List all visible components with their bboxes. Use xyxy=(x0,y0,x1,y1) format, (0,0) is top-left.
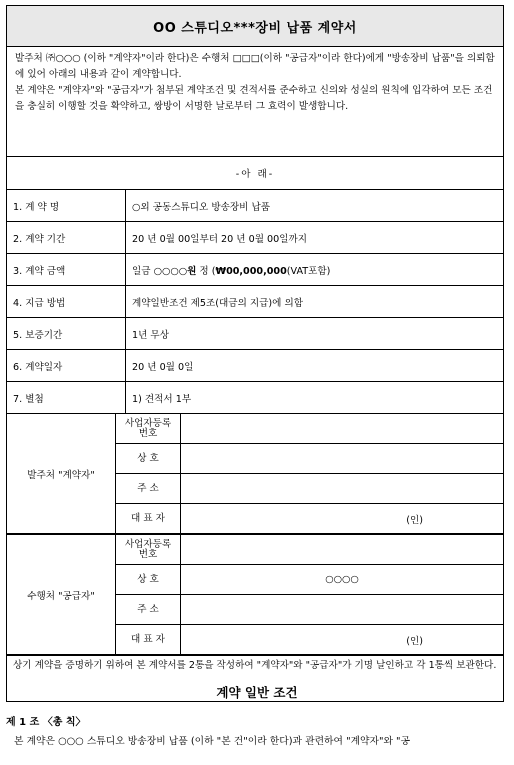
terms-table xyxy=(7,190,503,413)
table-row xyxy=(7,318,503,350)
table-row xyxy=(7,254,503,286)
article-1-heading: 제 1 조 〈총 칙〉 xyxy=(6,717,86,728)
orderer-label: 발주처 "계약자" xyxy=(7,414,116,534)
term-value: 1년 무상 xyxy=(126,318,504,350)
seal-mark: (인) xyxy=(181,504,504,534)
term-value: 계약일반조건 제5조(대금의 지급)에 의함 xyxy=(126,286,504,318)
intro-paragraph-1: 발주처 ㈜○○○ (이하 "계약자"이라 한다)은 수행처 □□□(이하 "공급자"이라 한다)에게 "방송장비 납품"을 의뢰함에 있어 아래의 내용과 같이 계약합니다. xyxy=(15,53,495,80)
general-terms-title: 계약 일반 조건 xyxy=(216,685,298,700)
seal-mark: (인) xyxy=(181,625,504,655)
contract-frame xyxy=(6,5,504,702)
field-label: 상 호 xyxy=(116,444,181,474)
table-row xyxy=(7,382,503,414)
amount-prefix: 일금 ○○○○ xyxy=(132,265,188,277)
term-label: 3. 계약 금액 xyxy=(7,254,126,286)
term-value: ○외 공동스튜디오 방송장비 납품 xyxy=(126,190,504,222)
orderer-table xyxy=(7,413,503,534)
table-row xyxy=(7,286,503,318)
term-label: 1. 계 약 명 xyxy=(7,190,126,222)
term-label: 4. 지급 방법 xyxy=(7,286,126,318)
term-label: 2. 계약 기간 xyxy=(7,222,126,254)
term-label: 5. 보증기간 xyxy=(7,318,126,350)
field-label: 대 표 자 xyxy=(116,625,181,655)
supplier-table xyxy=(7,534,503,655)
field-value xyxy=(181,444,504,474)
table-row xyxy=(7,190,503,222)
contract-title: OO 스튜디오***장비 납품 계약서 xyxy=(7,6,503,47)
field-label: 주 소 xyxy=(116,474,181,504)
field-value: ○○○○ xyxy=(181,565,504,595)
term-value: 20 년 0월 00일부터 20 년 0월 00일까지 xyxy=(126,222,504,254)
below-heading: -아 래- xyxy=(7,157,503,190)
intro-section xyxy=(7,47,503,157)
field-value xyxy=(181,474,504,504)
footer-note: 상기 계약을 증명하기 위하여 본 계약서를 2통을 작성하여 "계약자"와 "공급자"가 기명 날인하고 각 1통씩 보관한다. xyxy=(7,655,503,701)
amount-mid: 정 ( xyxy=(196,265,216,277)
table-row xyxy=(7,350,503,382)
amount-won: 원 xyxy=(187,265,197,277)
field-value xyxy=(181,535,504,565)
intro-paragraph-2: 본 계약은 "계약자"와 "공급자"가 첨부된 계약조건 및 견적서를 준수하고 신의와 성실의 원칙에 입각하여 모든 조건을 충실히 이행할 것을 확약하고, 쌍방이 서명한 날로부터 그 효력이 발생합니다. xyxy=(15,85,493,112)
term-value: 20 년 0월 0일 xyxy=(126,350,504,382)
field-label: 사업자등록 번호 xyxy=(116,535,181,565)
term-value-amount xyxy=(126,254,504,286)
field-value xyxy=(181,414,504,444)
table-row xyxy=(7,222,503,254)
amount-suffix: (VAT포함) xyxy=(286,265,331,277)
article-1-body: 본 계약은 ○○○ 스튜디오 방송장비 납품 (이하 "본 건"이라 한다)과 관련하여 "계약자"와 "공 xyxy=(14,736,411,747)
field-label: 대 표 자 xyxy=(116,504,181,534)
table-row xyxy=(7,535,503,565)
supplier-label: 수행처 "공급자" xyxy=(7,535,116,655)
amount-figure: ₩00,000,000 xyxy=(215,265,287,277)
field-label: 사업자등록 번호 xyxy=(116,414,181,444)
field-value xyxy=(181,595,504,625)
term-value: 1) 견적서 1부 xyxy=(126,382,504,414)
field-label: 주 소 xyxy=(116,595,181,625)
field-label: 상 호 xyxy=(116,565,181,595)
table-row xyxy=(7,414,503,444)
term-label: 7. 별첨 xyxy=(7,382,126,414)
term-label: 6. 계약일자 xyxy=(7,350,126,382)
